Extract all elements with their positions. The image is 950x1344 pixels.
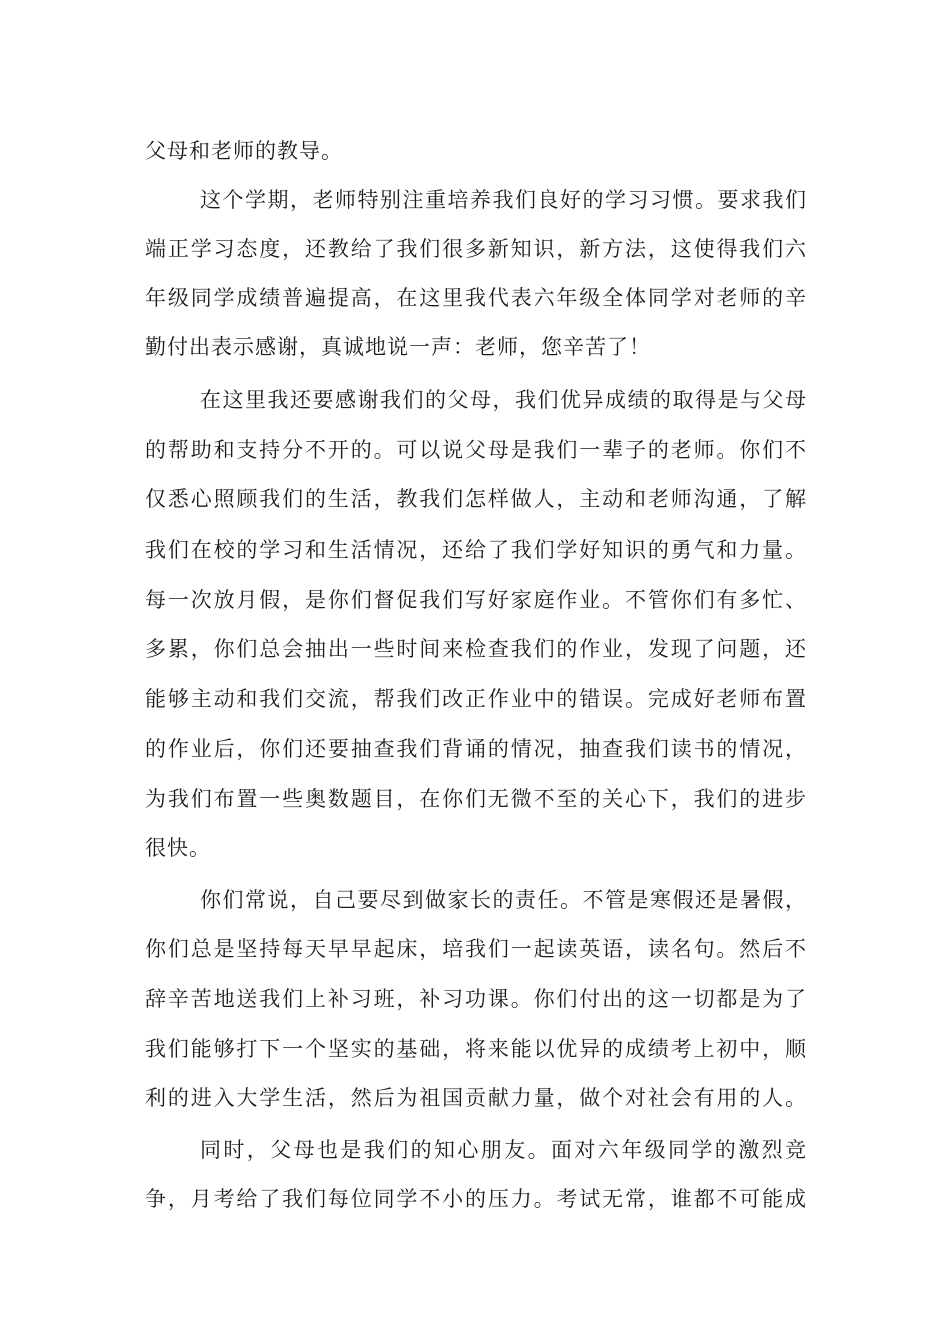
- text-line: 我们在校的学习和生活情况，还给了我们学好知识的勇气和力量。: [145, 538, 807, 562]
- text-line: 勤付出表示感谢，真诚地说一声：老师，您辛苦了！: [145, 335, 651, 359]
- text-line: 我们能够打下一个坚实的基础，将来能以优异的成绩考上初中，顺: [145, 1037, 807, 1061]
- text-line: 父母和老师的教导。: [145, 139, 343, 163]
- paragraph-first-line: 在这里我还要感谢我们的父母，我们优异成绩的取得是与父母: [200, 388, 807, 412]
- text-line: 每一次放月假，是你们督促我们写好家庭作业。不管你们有多忙、: [145, 588, 807, 612]
- text-line: 能够主动和我们交流，帮我们改正作业中的错误。完成好老师布置: [145, 687, 807, 711]
- text-line: 为我们布置一些奥数题目，在你们无微不至的关心下，我们的进步: [145, 787, 807, 811]
- paragraph-first-line: 这个学期，老师特别注重培养我们良好的学习习惯。要求我们: [200, 188, 807, 212]
- text-line: 利的进入大学生活，然后为祖国贡献力量，做个对社会有用的人。: [145, 1086, 807, 1110]
- text-line: 你们总是坚持每天早早起床，培我们一起读英语，读名句。然后不: [145, 937, 807, 961]
- text-line: 辞辛苦地送我们上补习班，补习功课。你们付出的这一切都是为了: [145, 987, 807, 1011]
- text-line: 很快。: [145, 836, 211, 860]
- text-line: 多累，你们总会抽出一些时间来检查我们的作业，发现了问题，还: [145, 637, 807, 661]
- paragraph-first-line: 同时，父母也是我们的知心朋友。面对六年级同学的激烈竞: [200, 1138, 807, 1162]
- text-line: 争，月考给了我们每位同学不小的压力。考试无常，谁都不可能成: [145, 1187, 807, 1211]
- text-line: 年级同学成绩普遍提高，在这里我代表六年级全体同学对老师的辛: [145, 286, 807, 310]
- text-line: 仅悉心照顾我们的生活，教我们怎样做人，主动和老师沟通，了解: [145, 487, 807, 511]
- text-line: 端正学习态度，还教给了我们很多新知识，新方法，这使得我们六: [145, 237, 807, 261]
- text-line: 的帮助和支持分不开的。可以说父母是我们一辈子的老师。你们不: [145, 438, 807, 462]
- text-line: 的作业后，你们还要抽查我们背诵的情况，抽查我们读书的情况，: [145, 737, 807, 761]
- paragraph-first-line: 你们常说，自己要尽到做家长的责任。不管是寒假还是暑假，: [200, 888, 807, 912]
